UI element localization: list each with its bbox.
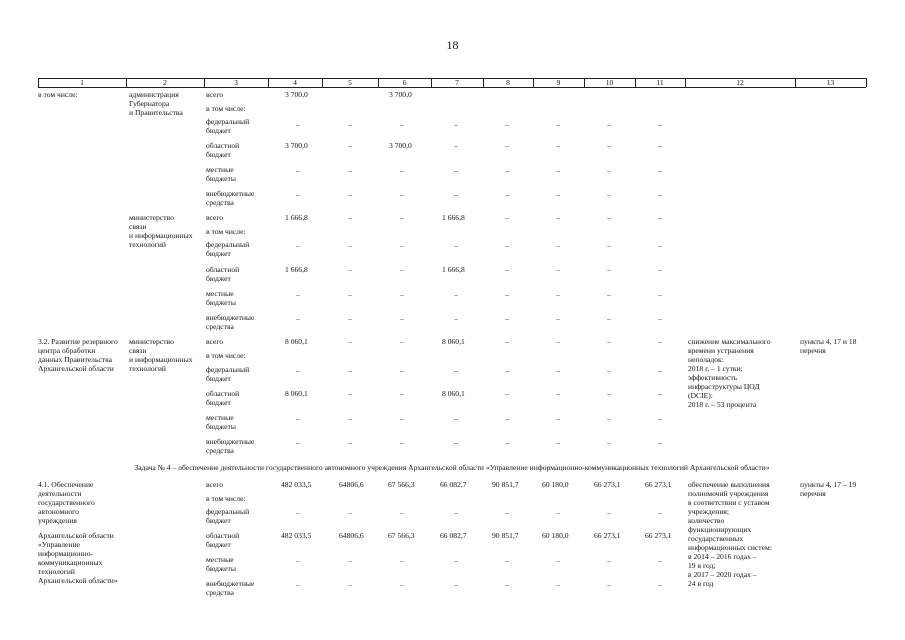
dash: – xyxy=(348,414,352,423)
dash: – xyxy=(348,120,352,129)
row-label-fed: бюджет xyxy=(206,126,231,135)
dash: – xyxy=(505,166,509,175)
exec2-line: и информационных xyxy=(129,231,193,240)
dash: – xyxy=(607,290,611,299)
dash: – xyxy=(658,141,662,150)
dash: – xyxy=(658,213,662,222)
item41-ref: пункты 4, 17 – 19 xyxy=(800,480,857,489)
b2-obl-c4: 1 666,8 xyxy=(285,265,308,274)
row-label-extra: внебюджетные xyxy=(206,437,255,446)
dash: – xyxy=(454,241,458,250)
item32-ref: перечня xyxy=(800,346,826,355)
item32-indicator: 2018 г. – 53 процента xyxy=(688,400,757,409)
row-label-fed: федеральный xyxy=(206,507,250,516)
dash: – xyxy=(505,290,509,299)
dash: – xyxy=(607,141,611,150)
item32-title: Архангельской области xyxy=(38,364,114,373)
item41-title: «Управление xyxy=(38,540,80,549)
dash: – xyxy=(607,166,611,175)
b2-total-c7: 1 666,8 xyxy=(442,213,465,222)
row-label-total: всего xyxy=(206,90,224,99)
task-4-heading: Задача № 4 – обеспечение деятельности государственного автономного учреждения Архангельской области «Управление информационно-коммуникационных технологий Архангельской области» xyxy=(134,463,770,472)
dash: – xyxy=(658,580,662,589)
header-col-3: 3 xyxy=(234,78,238,87)
item41-title: технологий xyxy=(38,567,75,576)
dash: – xyxy=(556,366,560,375)
item41-indicator: обеспечение выполнения xyxy=(688,480,770,489)
item41-indicator: учреждения; xyxy=(688,507,729,516)
b4-obl-c11: 66 273,1 xyxy=(645,531,672,540)
dash: – xyxy=(505,265,509,274)
b4-total-c11: 66 273,1 xyxy=(645,480,672,489)
dash: – xyxy=(400,314,404,323)
dash: – xyxy=(454,414,458,423)
item32-title: 3.2. Развитие резервного xyxy=(38,337,118,346)
b4-total-c8: 90 851,7 xyxy=(492,480,519,489)
dash: – xyxy=(607,556,611,565)
b4-obl-c8: 90 851,7 xyxy=(492,531,519,540)
dash: – xyxy=(556,438,560,447)
dash: – xyxy=(454,120,458,129)
dash: – xyxy=(607,190,611,199)
row-label-obl: бюджет xyxy=(206,274,231,283)
item32-title: центра обработки xyxy=(38,346,96,355)
row-label-extra: внебюджетные xyxy=(206,189,255,198)
item41-indicator: количество xyxy=(688,516,725,525)
header-divider xyxy=(866,78,867,87)
dash: – xyxy=(556,241,560,250)
b3-total-c7: 8 060,1 xyxy=(442,337,465,346)
dash: – xyxy=(454,190,458,199)
dash: – xyxy=(607,580,611,589)
dash: – xyxy=(296,438,300,447)
dash: – xyxy=(505,414,509,423)
dash: – xyxy=(505,120,509,129)
dash: – xyxy=(658,241,662,250)
dash: – xyxy=(658,438,662,447)
b2-total-c4: 1 666,8 xyxy=(285,213,308,222)
dash: – xyxy=(400,241,404,250)
dash: – xyxy=(607,414,611,423)
dash: – xyxy=(607,213,611,222)
col1-in-that-number: в том числе: xyxy=(38,90,78,99)
dash: – xyxy=(400,508,404,517)
row-label-extra: внебюджетные xyxy=(206,579,255,588)
dash: – xyxy=(400,337,404,346)
b4-total-c5: 64806,6 xyxy=(339,480,364,489)
item32-indicator: 2018 г. – 1 сутки; xyxy=(688,364,743,373)
dash: – xyxy=(454,508,458,517)
row-label-fed: федеральный xyxy=(206,240,250,249)
dash: – xyxy=(400,190,404,199)
dash: – xyxy=(400,366,404,375)
item41-indicator: полномочий учреждения xyxy=(688,489,769,498)
dash: – xyxy=(454,580,458,589)
dash: – xyxy=(607,265,611,274)
b4-obl-c7: 66 082,7 xyxy=(440,531,467,540)
item32-ref: пункты 4, 17 и 18 xyxy=(800,337,857,346)
header-col-12: 12 xyxy=(736,78,744,87)
dash: – xyxy=(348,337,352,346)
item32-indicator: времени устранения xyxy=(688,346,754,355)
item32-exec: технологий xyxy=(129,364,166,373)
header-col-5: 5 xyxy=(348,78,352,87)
row-label-local: местные xyxy=(206,289,234,298)
b4-obl-c9: 60 180,0 xyxy=(542,531,569,540)
dash: – xyxy=(296,508,300,517)
row-label-obl: бюджет xyxy=(206,398,231,407)
b4-total-c7: 66 082,7 xyxy=(440,480,467,489)
exec1-line: администрация xyxy=(129,90,179,99)
dash: – xyxy=(658,556,662,565)
dash: – xyxy=(505,366,509,375)
dash: – xyxy=(296,190,300,199)
dash: – xyxy=(400,290,404,299)
b4-total-c4: 482 033,5 xyxy=(281,480,312,489)
header-bottom-border xyxy=(38,87,866,88)
dash: – xyxy=(348,389,352,398)
row-label-extra: средства xyxy=(206,446,234,455)
item32-exec: министерство xyxy=(129,337,174,346)
header-col-6: 6 xyxy=(402,78,407,87)
item32-indicator: снижение максимального xyxy=(688,337,771,346)
row-label-fed: федеральный xyxy=(206,365,250,374)
b4-total-c10: 66 273,1 xyxy=(594,480,621,489)
row-label-fed: бюджет xyxy=(206,374,231,383)
dash: – xyxy=(556,166,560,175)
header-col-2: 2 xyxy=(163,78,167,87)
row-label-fed: бюджет xyxy=(206,516,231,525)
row-label-obl: бюджет xyxy=(206,150,231,159)
dash: – xyxy=(556,389,560,398)
dash: – xyxy=(454,314,458,323)
b1-total-c4: 3 700,0 xyxy=(285,90,308,99)
row-label-extra: средства xyxy=(206,588,234,597)
header-col-8: 8 xyxy=(506,78,510,87)
dash: – xyxy=(556,580,560,589)
item32-exec: связи xyxy=(129,346,147,355)
row-label-local: местные xyxy=(206,555,234,564)
dash: – xyxy=(454,366,458,375)
dash: – xyxy=(505,213,509,222)
dash: – xyxy=(348,438,352,447)
dash: – xyxy=(348,265,352,274)
item41-title: Архангельской области» xyxy=(38,576,118,585)
dash: – xyxy=(296,556,300,565)
exec2-line: технологий xyxy=(129,240,166,249)
item32-indicator: (DCIE): xyxy=(688,391,713,400)
dash: – xyxy=(400,414,404,423)
item32-indicator: эффективность xyxy=(688,373,738,382)
dash: – xyxy=(348,190,352,199)
row-label-incl: в том числе: xyxy=(206,494,246,503)
dash: – xyxy=(505,438,509,447)
row-label-total: всего xyxy=(206,480,224,489)
b4-obl-c6: 67 566,3 xyxy=(388,531,415,540)
item41-title: 4.1. Обеспечение xyxy=(38,480,94,489)
dash: – xyxy=(400,213,404,222)
row-label-obl: областной xyxy=(206,141,240,150)
dash: – xyxy=(556,290,560,299)
dash: – xyxy=(296,241,300,250)
header-col-7: 7 xyxy=(455,78,459,87)
dash: – xyxy=(658,190,662,199)
row-label-extra: средства xyxy=(206,322,234,331)
header-col-9: 9 xyxy=(556,78,561,87)
header-col-4: 4 xyxy=(293,78,297,87)
row-label-local: бюджеты xyxy=(206,564,236,573)
dash: – xyxy=(400,556,404,565)
b2-obl-c7: 1 666,8 xyxy=(442,265,465,274)
dash: – xyxy=(607,508,611,517)
dash: – xyxy=(454,141,458,150)
row-label-total: всего xyxy=(206,213,224,222)
dash: – xyxy=(348,580,352,589)
item32-title: данных Правительства xyxy=(38,355,112,364)
dash: – xyxy=(658,314,662,323)
dash: – xyxy=(505,141,509,150)
item32-indicator: неполадок: xyxy=(688,355,724,364)
b4-obl-c5: 64806,6 xyxy=(339,531,364,540)
row-label-obl: областной xyxy=(206,265,240,274)
item41-indicator: в соответствии с уставом xyxy=(688,498,770,507)
dash: – xyxy=(348,166,352,175)
exec2-line: министерство xyxy=(129,213,174,222)
item41-title: автономного xyxy=(38,507,79,516)
dash: – xyxy=(296,290,300,299)
dash: – xyxy=(658,366,662,375)
row-label-extra: внебюджетные xyxy=(206,313,255,322)
item41-ref: перечня xyxy=(800,489,826,498)
dash: – xyxy=(556,556,560,565)
item41-indicator: 19 в год; xyxy=(688,561,716,570)
dash: – xyxy=(556,414,560,423)
b4-total-c9: 60 180,0 xyxy=(542,480,569,489)
row-label-local: бюджеты xyxy=(206,298,236,307)
row-label-obl: областной xyxy=(206,531,240,540)
dash: – xyxy=(400,389,404,398)
dash: – xyxy=(556,190,560,199)
row-label-local: местные xyxy=(206,413,234,422)
row-label-local: бюджеты xyxy=(206,422,236,431)
dash: – xyxy=(505,337,509,346)
dash: – xyxy=(505,389,509,398)
dash: – xyxy=(348,556,352,565)
dash: – xyxy=(348,290,352,299)
page-number: 18 xyxy=(446,38,459,52)
item41-title: деятельности xyxy=(38,489,82,498)
dash: – xyxy=(454,166,458,175)
dash: – xyxy=(658,389,662,398)
item41-title: учреждения xyxy=(38,516,77,525)
b1-obl-c4: 3 700,0 xyxy=(285,141,308,150)
dash: – xyxy=(556,120,560,129)
dash: – xyxy=(454,556,458,565)
dash: – xyxy=(505,190,509,199)
row-label-incl: в том числе: xyxy=(206,104,246,113)
item41-title: информационно- xyxy=(38,549,94,558)
dash: – xyxy=(556,314,560,323)
dash: – xyxy=(607,389,611,398)
item32-indicator: инфраструктуры ЦОД xyxy=(688,382,760,391)
dash: – xyxy=(505,508,509,517)
dash: – xyxy=(400,265,404,274)
header-col-13: 13 xyxy=(826,78,835,87)
row-label-incl: в том числе: xyxy=(206,351,246,360)
exec1-line: Губернатора xyxy=(129,99,170,108)
row-label-obl: бюджет xyxy=(206,540,231,549)
dash: – xyxy=(454,290,458,299)
dash: – xyxy=(505,241,509,250)
item41-title: государственного xyxy=(38,498,95,507)
dash: – xyxy=(556,337,560,346)
item41-indicator: 24 в год xyxy=(688,579,714,588)
b4-obl-c4: 482 033,5 xyxy=(281,531,312,540)
item41-indicator: информационных систем: xyxy=(688,543,772,552)
row-label-incl: в том числе: xyxy=(206,227,246,236)
b1-obl-c6: 3 700,0 xyxy=(389,141,412,150)
b3-total-c4: 8 060,1 xyxy=(285,337,308,346)
dash: – xyxy=(607,366,611,375)
item41-indicator: в 2014 – 2016 годах – xyxy=(688,552,757,561)
dash: – xyxy=(400,166,404,175)
dash: – xyxy=(658,166,662,175)
dash: – xyxy=(348,241,352,250)
dash: – xyxy=(658,414,662,423)
b1-total-c6: 3 700,0 xyxy=(389,90,412,99)
dash: – xyxy=(556,265,560,274)
item41-indicator: государственных xyxy=(688,534,744,543)
b4-obl-c10: 66 273,1 xyxy=(594,531,621,540)
dash: – xyxy=(658,508,662,517)
dash: – xyxy=(658,120,662,129)
dash: – xyxy=(296,314,300,323)
dash: – xyxy=(658,265,662,274)
dash: – xyxy=(607,438,611,447)
dash: – xyxy=(658,337,662,346)
item32-exec: и информационных xyxy=(129,355,193,364)
dash: – xyxy=(400,580,404,589)
b3-obl-c4: 8 060,1 xyxy=(285,389,308,398)
row-label-local: местные xyxy=(206,165,234,174)
b4-total-c6: 67 566,3 xyxy=(388,480,415,489)
row-label-fed: бюджет xyxy=(206,249,231,258)
dash: – xyxy=(556,213,560,222)
dash: – xyxy=(296,414,300,423)
dash: – xyxy=(658,290,662,299)
dash: – xyxy=(607,120,611,129)
item41-indicator: в 2017 – 2020 годах – xyxy=(688,570,757,579)
dash: – xyxy=(348,213,352,222)
dash: – xyxy=(348,314,352,323)
dash: – xyxy=(400,438,404,447)
dash: – xyxy=(296,366,300,375)
exec1-line: и Правительства xyxy=(129,108,183,117)
dash: – xyxy=(505,314,509,323)
header-col-11: 11 xyxy=(656,78,664,87)
row-label-obl: областной xyxy=(206,389,240,398)
row-label-extra: средства xyxy=(206,198,234,207)
dash: – xyxy=(607,241,611,250)
dash: – xyxy=(296,120,300,129)
b3-obl-c7: 8 060,1 xyxy=(442,389,465,398)
item41-title: коммуникационных xyxy=(38,558,103,567)
dash: – xyxy=(348,141,352,150)
dash: – xyxy=(556,141,560,150)
dash: – xyxy=(400,120,404,129)
row-label-fed: федеральный xyxy=(206,117,250,126)
row-label-local: бюджеты xyxy=(206,174,236,183)
dash: – xyxy=(454,438,458,447)
dash: – xyxy=(296,166,300,175)
dash: – xyxy=(348,508,352,517)
dash: – xyxy=(556,508,560,517)
row-label-total: всего xyxy=(206,337,224,346)
dash: – xyxy=(505,580,509,589)
item41-indicator: функционирующих xyxy=(688,525,752,534)
dash: – xyxy=(505,556,509,565)
dash: – xyxy=(348,366,352,375)
exec2-line: связи xyxy=(129,222,147,231)
dash: – xyxy=(607,337,611,346)
item41-title: Архангельской области xyxy=(38,531,114,540)
dash: – xyxy=(296,580,300,589)
dash: – xyxy=(607,314,611,323)
header-col-10: 10 xyxy=(605,78,614,87)
header-col-1: 1 xyxy=(80,78,84,87)
